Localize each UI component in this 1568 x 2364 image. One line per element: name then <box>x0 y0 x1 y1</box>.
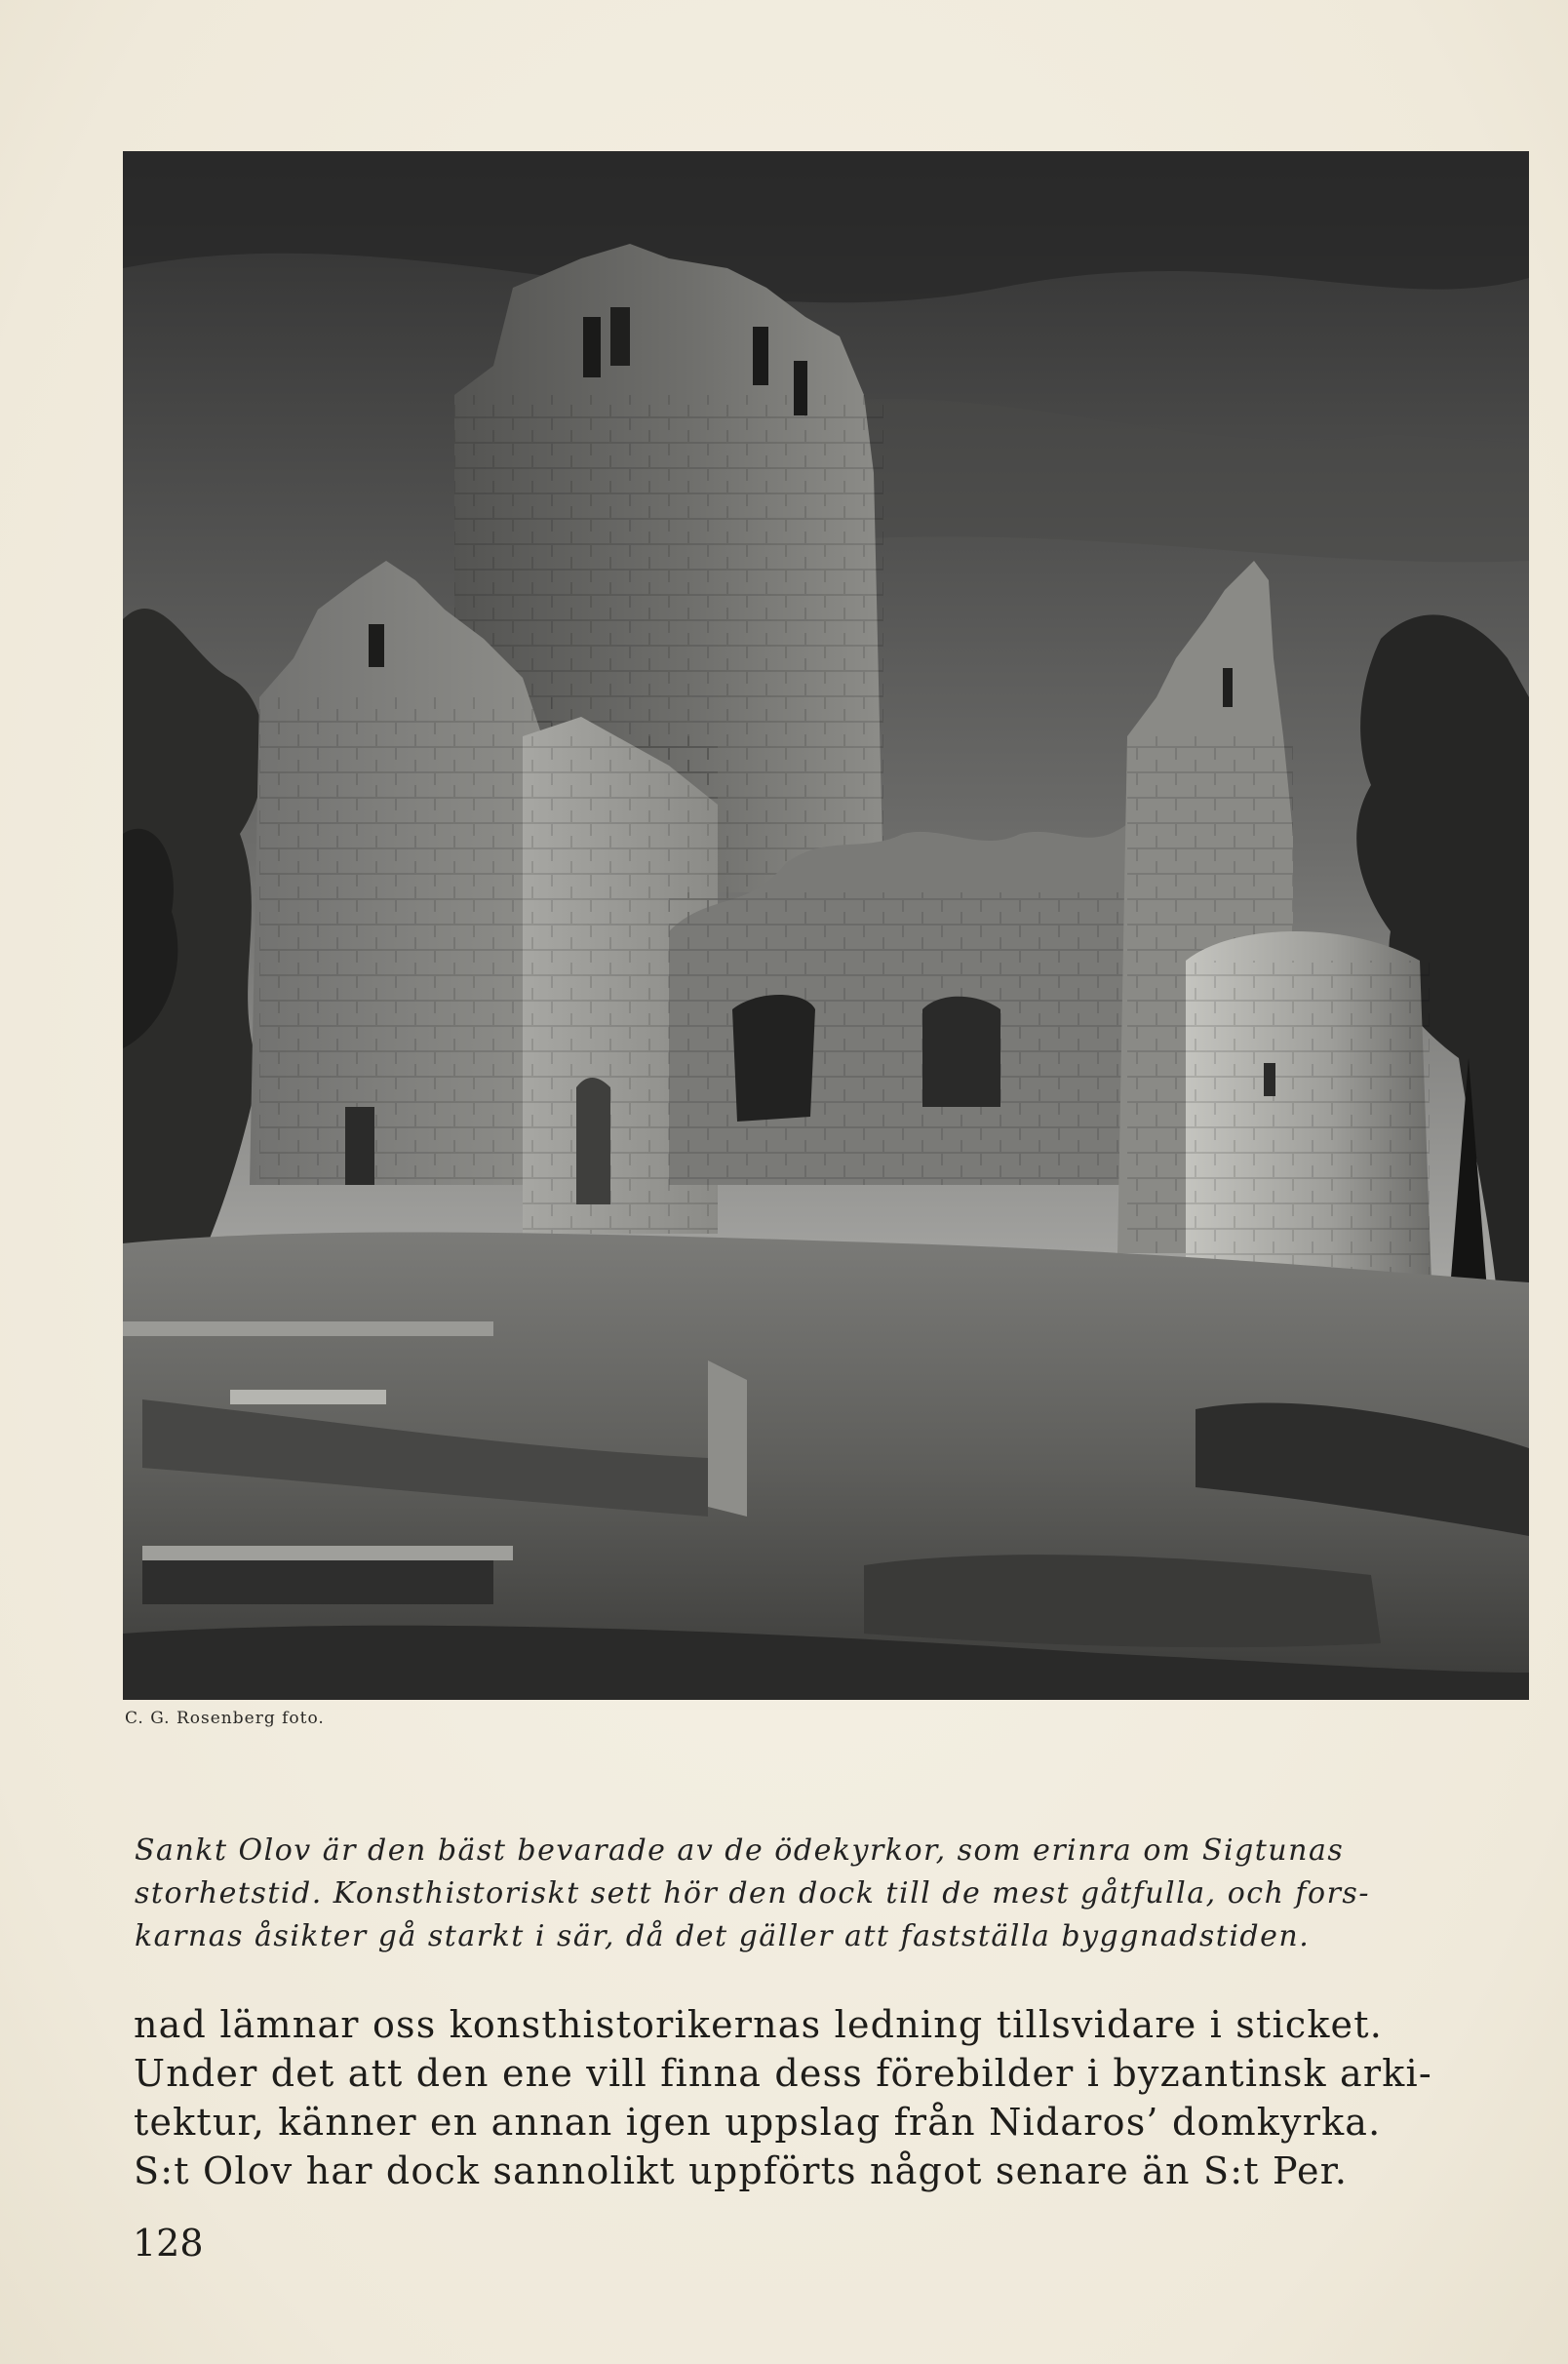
body-line: tektur, känner en annan igen uppslag från Nidaros’ domkyrka. <box>134 2101 1382 2144</box>
church-ruin-photo <box>123 151 1529 1700</box>
page-number: 128 <box>133 2222 204 2265</box>
caption-line: Sankt Olov är den bäst bevarade av de ödekyrkor, som erinra om Sigtunas <box>135 1833 1345 1868</box>
caption-line: karnas åsikter gå starkt i sär, då det gäller att fastställa byggnadstiden. <box>135 1919 1311 1953</box>
church-ruin-photo-icon <box>123 151 1529 1700</box>
body-line: Under det att den ene vill finna dess förebilder i byzantinsk arki- <box>134 2052 1432 2095</box>
body-line: S:t Olov har dock sannolikt uppförts något senare än S:t Per. <box>134 2149 1349 2192</box>
body-paragraph <box>134 2000 1432 2195</box>
caption-line: storhetstid. Konsthistoriskt sett hör den dock till de mest gåtfulla, och fors- <box>135 1876 1370 1911</box>
photo-caption <box>135 1830 1370 1958</box>
body-line: nad lämnar oss konsthistorikernas ledning tillsvidare i sticket. <box>134 2003 1383 2046</box>
photo-credit: C. G. Rosenberg foto. <box>125 1709 325 1728</box>
